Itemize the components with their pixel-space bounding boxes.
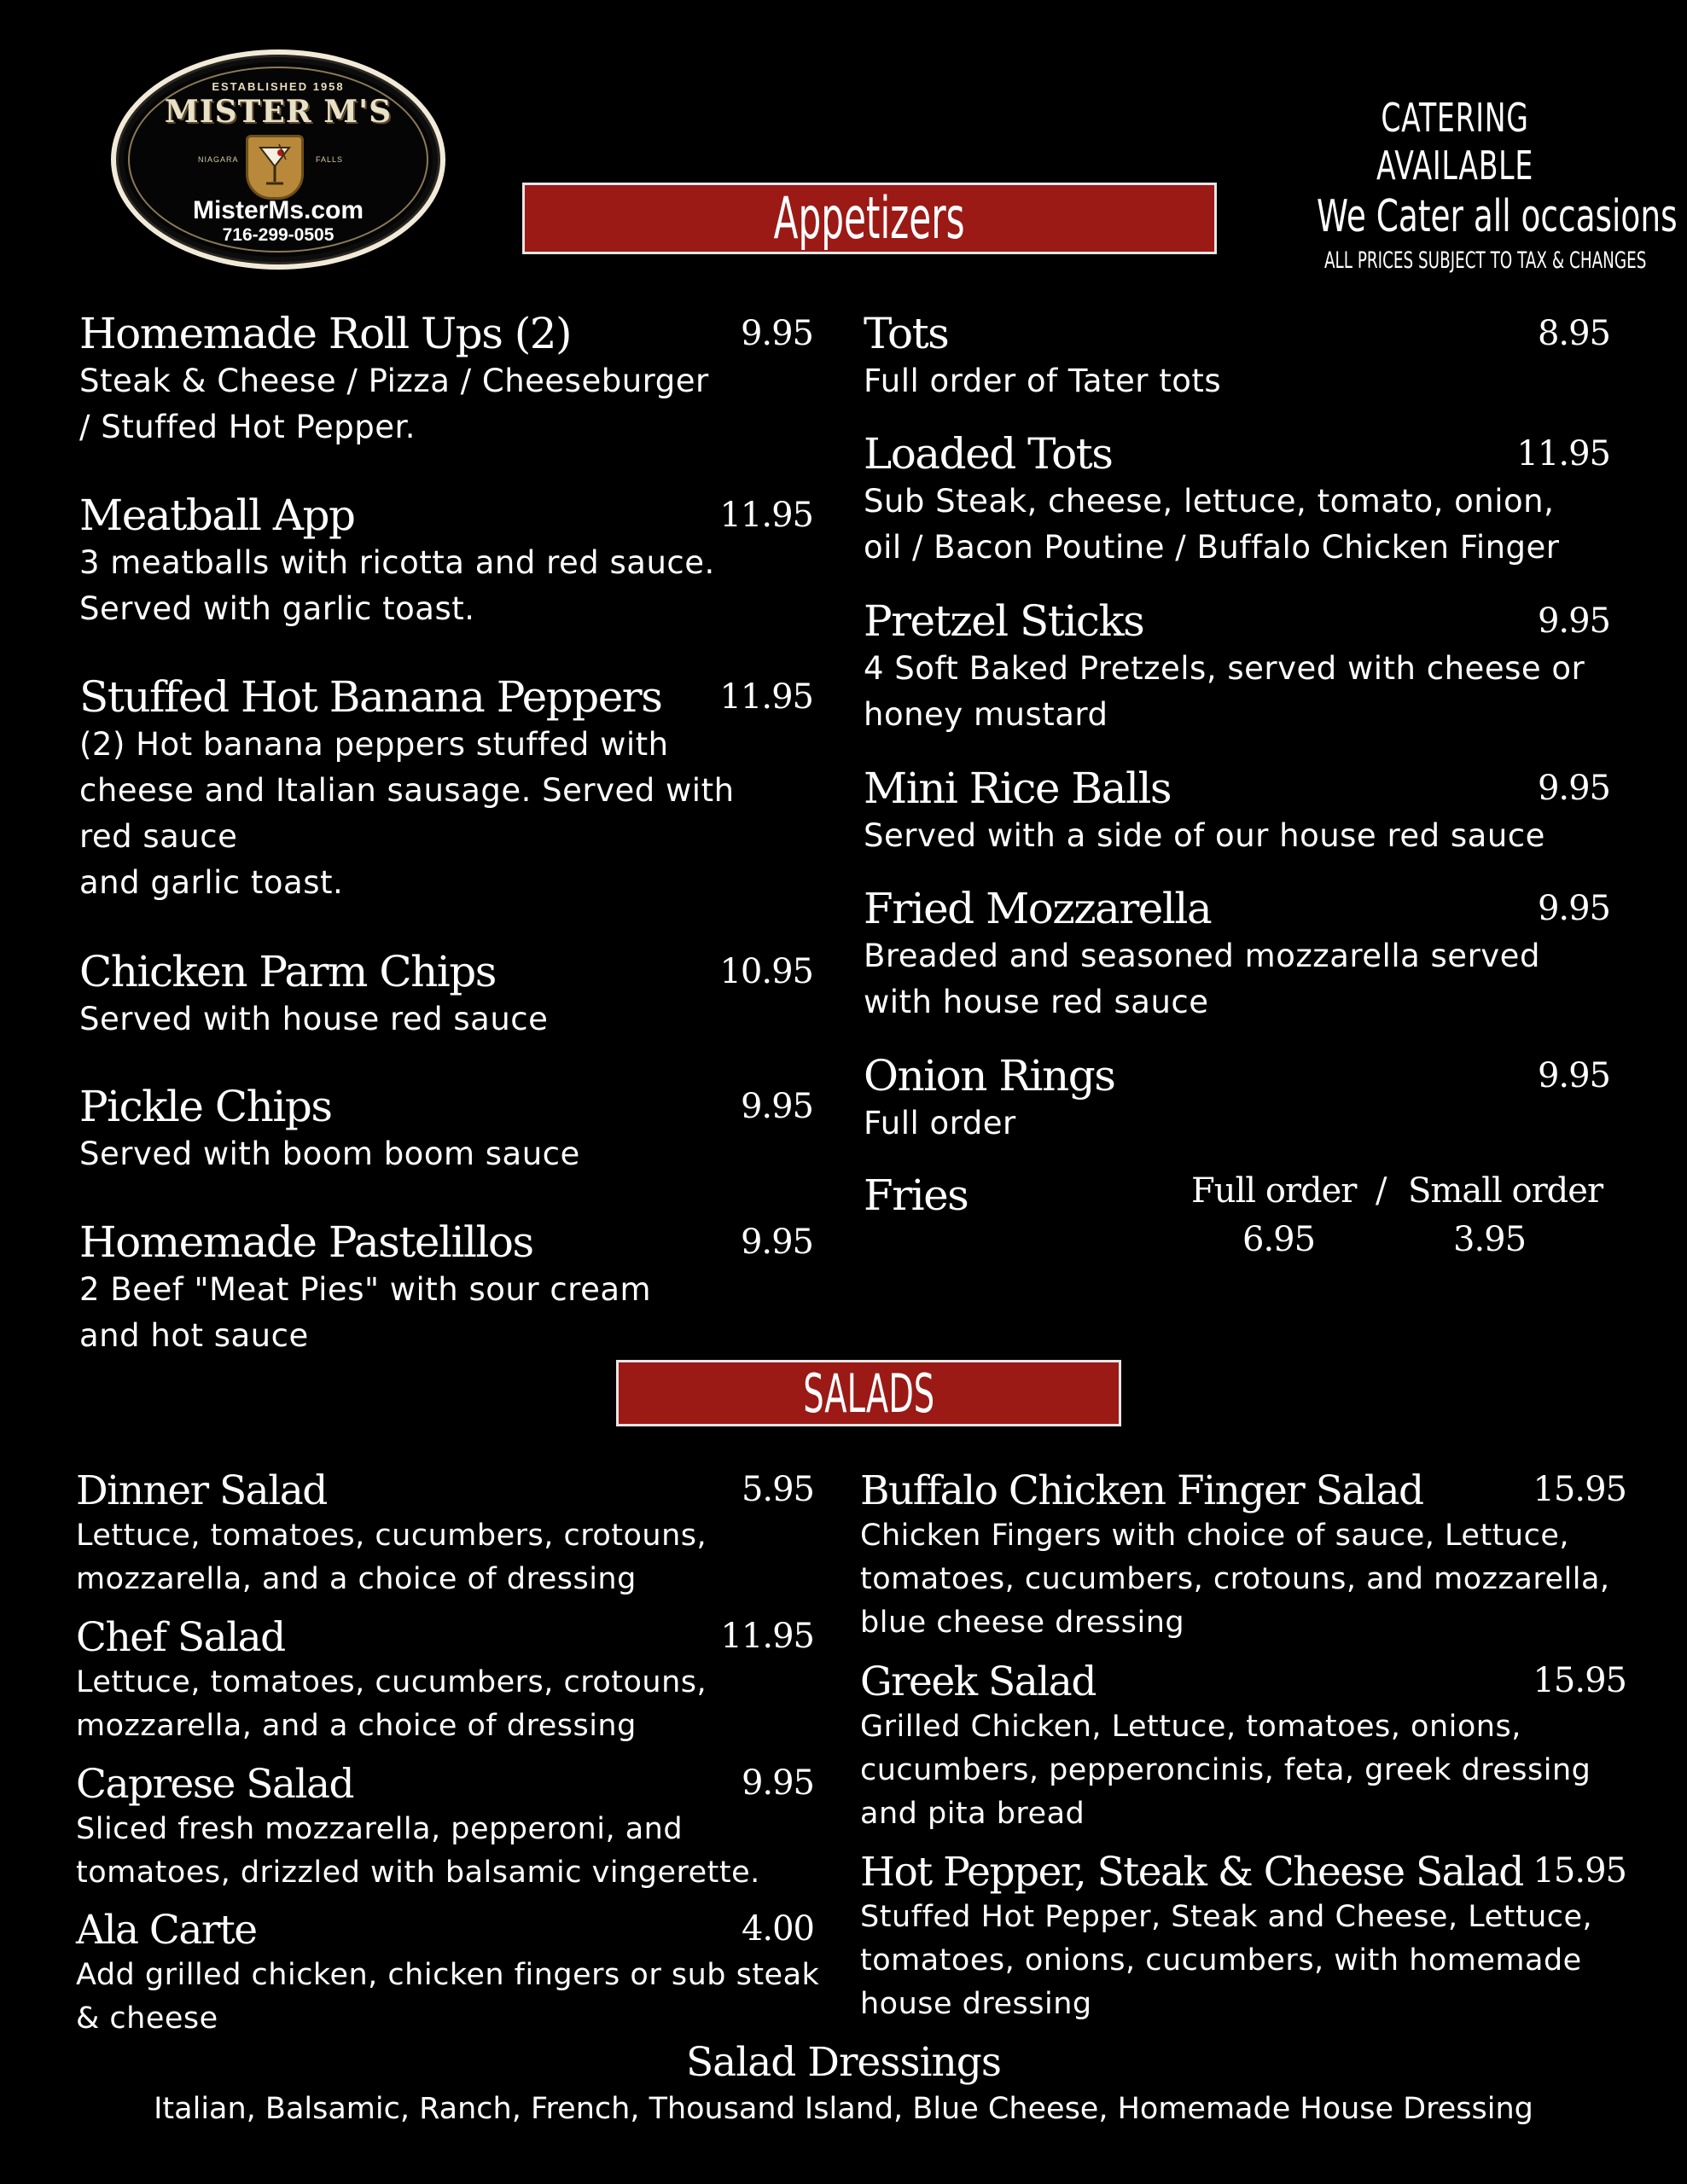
item-price: 9.95	[1537, 769, 1610, 808]
item-name: Chef Salad	[76, 1614, 285, 1661]
salad-dressings-list: Italian, Balsamic, Ranch, French, Thousand Island, Blue Cheese, Homemade House Dressing	[154, 2092, 1533, 2126]
item-description: with house red sauce	[864, 984, 1209, 1020]
item-name: Hot Pepper, Steak & Cheese Salad	[860, 1849, 1523, 1896]
item-name: Meatball App	[79, 491, 355, 540]
item-name: Homemade Pastelillos	[79, 1217, 533, 1267]
item-price: 11.95	[1516, 434, 1610, 473]
item-description: Breaded and seasoned mozzarella served	[864, 938, 1540, 974]
item-description: oil / Bacon Poutine / Buffalo Chicken Finger	[864, 529, 1560, 566]
item-name: Pretzel Sticks	[864, 596, 1144, 646]
item-name: Mini Rice Balls	[864, 764, 1172, 813]
menu-item	[76, 1468, 814, 1601]
item-price: 9.95	[740, 314, 813, 353]
item-description: 4 Soft Baked Pretzels, served with cheese or	[864, 650, 1585, 687]
item-name: Pickle Chips	[79, 1082, 332, 1131]
prices-disclaimer: ALL PRICES SUBJECT TO TAX & CHANGES	[1324, 247, 1647, 274]
item-price: 11.95	[719, 677, 813, 717]
menu-item	[76, 1615, 814, 1748]
menu-item	[864, 429, 1610, 571]
item-description: & cheese	[76, 2001, 218, 2036]
item-description: Served with boom boom sauce	[79, 1136, 580, 1172]
item-description: mozzarella, and a choice of dressing	[76, 1709, 637, 1743]
menu-item	[76, 1907, 820, 2041]
item-price: 9.95	[1537, 1056, 1610, 1095]
item-name: Buffalo Chicken Finger Salad	[860, 1467, 1423, 1514]
menu-item	[860, 1659, 1626, 1836]
item-description: Grilled Chicken, Lettuce, tomatoes, onions,	[860, 1710, 1521, 1744]
item-description: Stuffed Hot Pepper, Steak and Cheese, Lettuce,	[860, 1900, 1593, 1934]
appetizers-banner	[522, 183, 1217, 254]
item-description: Full order of Tater tots	[864, 363, 1222, 399]
item-description: Sub Steak, cheese, lettuce, tomato, onion,	[864, 483, 1555, 520]
item-description: blue cheese dressing	[860, 1606, 1185, 1640]
item-price: 9.95	[1537, 889, 1610, 928]
item-name: Tots	[864, 309, 949, 358]
item-price: 11.95	[719, 496, 813, 535]
item-description: mozzarella, and a choice of dressing	[76, 1562, 637, 1596]
item-name: Dinner Salad	[76, 1467, 327, 1514]
salad-dressings-title: Salad Dressings	[685, 2039, 1001, 2086]
item-name: Fried Mozzarella	[864, 884, 1212, 933]
logo-side-left: NIAGARA	[198, 155, 239, 164]
salads-banner	[616, 1360, 1121, 1426]
appetizers-title: Appetizers	[774, 184, 965, 253]
salads-title: SALADS	[802, 1362, 935, 1425]
menu-item	[79, 491, 813, 632]
menu-item	[79, 309, 813, 450]
martini-glass-icon	[246, 135, 304, 200]
item-description: cheese and Italian sausage. Served with	[79, 772, 735, 809]
item-name: Homemade Roll Ups (2)	[79, 309, 572, 358]
item-description: cucumbers, pepperoncinis, feta, greek dressing	[860, 1753, 1591, 1787]
item-price: 15.95	[1533, 1851, 1626, 1891]
item-price: 9.95	[1537, 601, 1610, 641]
item-price: 9.95	[740, 1223, 813, 1262]
menu-item	[79, 947, 813, 1043]
restaurant-logo	[111, 49, 445, 270]
item-description: 3 meatballs with ricotta and red sauce.	[79, 544, 715, 581]
item-name: Caprese Salad	[76, 1761, 354, 1808]
catering-available: CATERING AVAILABLE	[1376, 95, 1533, 189]
item-price: 9.95	[741, 1763, 814, 1803]
item-description: Steak & Cheese / Pizza / Cheeseburger	[79, 363, 709, 399]
catering-notice	[1263, 94, 1678, 278]
menu-item	[864, 309, 1610, 404]
menu-item	[864, 764, 1610, 859]
logo-established: ESTABLISHED 1958	[212, 80, 345, 93]
item-description: Served with a side of our house red sauce	[864, 817, 1545, 854]
item-description: tomatoes, onions, cucumbers, with homemade	[860, 1943, 1582, 1978]
menu-item	[864, 884, 1610, 1025]
item-description: Add grilled chicken, chicken fingers or sub steak	[76, 1958, 820, 1992]
item-description: (2) Hot banana peppers stuffed with	[79, 726, 669, 763]
menu-item	[860, 1850, 1626, 2026]
menu-item	[860, 1468, 1626, 1645]
logo-name: MISTER M'S	[164, 94, 393, 130]
fries-small-price: 3.95	[1453, 1220, 1527, 1259]
item-name: Ala Carte	[76, 1907, 257, 1954]
logo-website: MisterMs.com	[192, 196, 364, 224]
menu-item	[79, 672, 813, 906]
item-description: and pita bread	[860, 1797, 1085, 1831]
item-description: and garlic toast.	[79, 864, 344, 901]
item-name: Loaded Tots	[864, 429, 1113, 479]
logo-side-right: FALLS	[316, 155, 344, 164]
item-price: 11.95	[720, 1617, 814, 1656]
menu-item	[76, 1762, 814, 1895]
menu-item	[864, 1051, 1610, 1147]
logo-phone: 716-299-0505	[222, 225, 334, 245]
item-name: Chicken Parm Chips	[79, 947, 496, 996]
item-description: honey mustard	[864, 696, 1108, 733]
fries-full-price: 6.95	[1242, 1220, 1316, 1259]
item-price: 5.95	[741, 1470, 814, 1509]
item-name: Greek Salad	[860, 1658, 1096, 1705]
item-description: red sauce	[79, 818, 238, 855]
item-description: Chicken Fingers with choice of sauce, Lettuce,	[860, 1519, 1569, 1553]
fries-full-label: Full order	[1191, 1171, 1357, 1211]
menu-item	[79, 1082, 813, 1177]
item-description: house dressing	[860, 1987, 1092, 2021]
item-description: / Stuffed Hot Pepper.	[79, 409, 416, 445]
item-name: Stuffed Hot Banana Peppers	[79, 672, 662, 722]
item-description: and hot sauce	[79, 1317, 309, 1354]
item-description: Full order	[864, 1105, 1016, 1141]
fries-small-label: Small order	[1408, 1171, 1603, 1211]
item-description: Sliced fresh mozzarella, pepperoni, and	[76, 1812, 684, 1846]
item-price: 15.95	[1533, 1661, 1626, 1700]
item-price: 4.00	[741, 1909, 814, 1949]
item-price: 9.95	[740, 1087, 813, 1126]
item-description: tomatoes, cucumbers, crotouns, and mozzarella,	[860, 1562, 1610, 1596]
menu-item	[79, 1217, 813, 1359]
menu-item	[864, 596, 1610, 738]
item-description: Served with garlic toast.	[79, 590, 475, 627]
item-description: 2 Beef "Meat Pies" with sour cream	[79, 1271, 652, 1308]
item-price: 8.95	[1537, 314, 1610, 353]
item-description: Lettuce, tomatoes, cucumbers, crotouns,	[76, 1665, 707, 1699]
item-name: Fries	[864, 1170, 969, 1220]
catering-occasions: We Cater all occasions	[1317, 191, 1678, 242]
item-description: tomatoes, drizzled with balsamic vingerette.	[76, 1856, 760, 1890]
item-price: 15.95	[1533, 1470, 1626, 1509]
fries-separator: /	[1376, 1171, 1387, 1211]
item-description: Served with house red sauce	[79, 1001, 549, 1037]
item-name: Onion Rings	[864, 1051, 1115, 1101]
item-price: 10.95	[719, 952, 813, 991]
item-description: Lettuce, tomatoes, cucumbers, crotouns,	[76, 1519, 707, 1553]
